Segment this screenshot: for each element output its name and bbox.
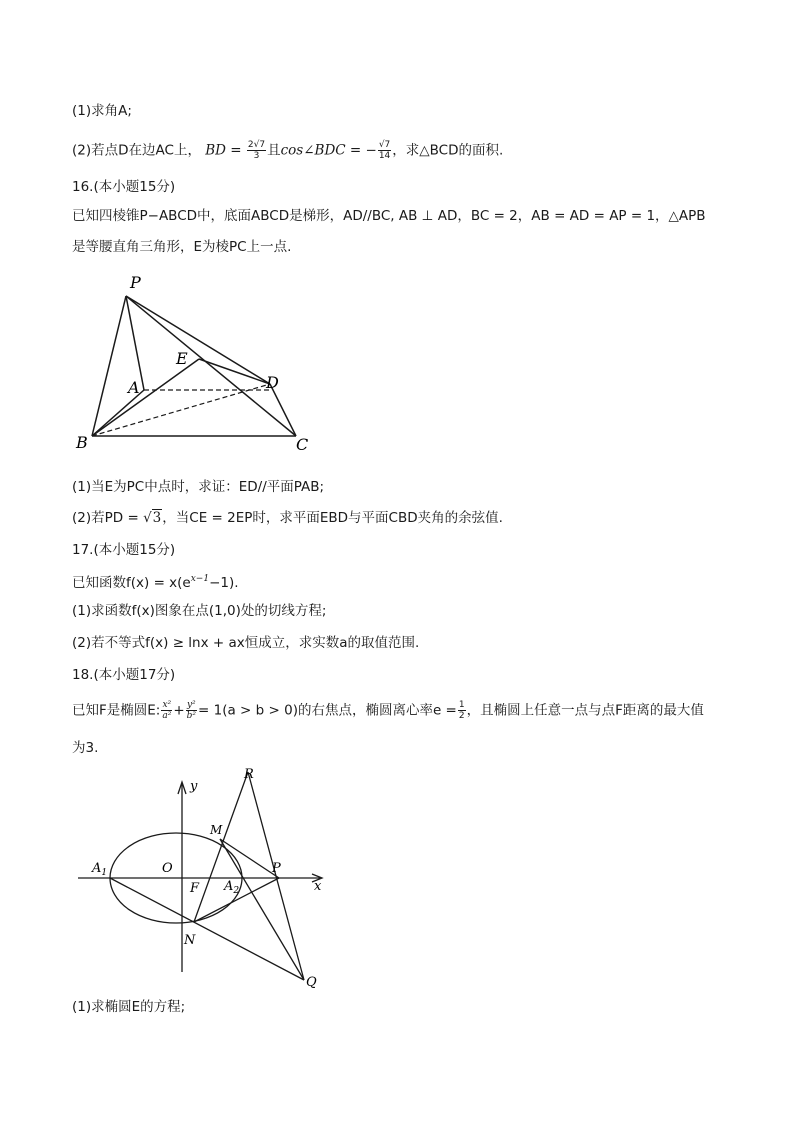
label-A1: $A_1$	[92, 861, 108, 878]
label-O: O	[162, 861, 173, 876]
e-fraction: $\frac{1}{2}$	[458, 700, 465, 721]
q18-stem-line1: 已知F是椭圆E: $\frac{\text{x²}}{\text{a²}}$ + $\frac{\text{y²}}{\text{b²}}$ = 1(a > b > 0)的右焦点，椭圆离心率e = $\frac{1}{2}$ ，且椭圆上任意一点与点F距离的最大值	[72, 700, 704, 721]
and-text: 且	[267, 142, 281, 159]
label-P: P	[130, 273, 141, 292]
q17-stem: 已知函数$f(x) = x(e^{x-1}-1)$.	[72, 574, 239, 591]
q16-stem-line2: 是等腰直角三角形，E为棱PC上一点.	[72, 239, 292, 255]
cos-fraction: $\frac{√7}{14}$	[378, 140, 391, 161]
q18-part1: (1)求椭圆E的方程;	[72, 999, 186, 1015]
q15-part2	[72, 140, 503, 161]
ellipse-figure	[70, 762, 350, 992]
label-N: N	[184, 933, 196, 948]
q17-part1: (1)求函数f(x)图象在点(1,0)处的切线方程;	[72, 603, 327, 619]
q16-part1: (1)当E为PC中点时，求证：ED//平面PAB;	[72, 479, 325, 495]
label-D: D	[266, 373, 279, 392]
q18-stem-line2: 为3.	[72, 740, 99, 756]
bd-fraction: $\frac{2√7}{3}$	[247, 140, 266, 161]
label-P-ellipse: P	[272, 861, 281, 876]
bd-lhs: BD =	[205, 142, 242, 159]
label-F: F	[190, 881, 200, 896]
q15-part2-suffix: ，求△BCD的面积.	[392, 142, 504, 159]
y2-b2-fraction: $\frac{\text{y²}}{\text{b²}}$	[186, 700, 197, 721]
pyramid-figure	[70, 272, 330, 452]
label-y: y	[190, 779, 198, 794]
label-A2: $A_2$	[224, 879, 240, 896]
label-B: B	[76, 433, 88, 452]
q16-header: 16.(本小题15分)	[72, 179, 176, 195]
q17-header: 17.(本小题15分)	[72, 542, 176, 558]
q15-part2-prefix: (2)若点D在边AC上，	[72, 142, 201, 159]
label-E: E	[176, 349, 188, 368]
label-A: A	[128, 378, 140, 397]
label-Q: Q	[306, 975, 317, 990]
label-C: C	[296, 435, 309, 452]
label-M: M	[210, 823, 223, 837]
q15-part1: (1)求角A;	[72, 103, 132, 119]
x2-a2-fraction: $\frac{\text{x²}}{\text{a²}}$	[162, 700, 172, 721]
label-x: x	[314, 879, 322, 894]
q17-part2: (2)若不等式f(x) ≥ lnx + ax恒成立，求实数a的取值范围.	[72, 635, 420, 651]
q16-stem-line1: 已知四棱锥P−ABCD中，底面ABCD是梯形，AD//BC, AB ⊥ AD，BC = 2，AB = AD = AP = 1，△APB	[72, 208, 706, 224]
cos-lhs: cos∠BDC = −	[280, 142, 377, 159]
label-R: R	[244, 767, 254, 782]
q18-header: 18.(本小题17分)	[72, 667, 176, 683]
q16-part2: (2)若PD = √3，当CE = 2EP时，求平面EBD与平面CBD夹角的余弦值.	[72, 510, 503, 526]
